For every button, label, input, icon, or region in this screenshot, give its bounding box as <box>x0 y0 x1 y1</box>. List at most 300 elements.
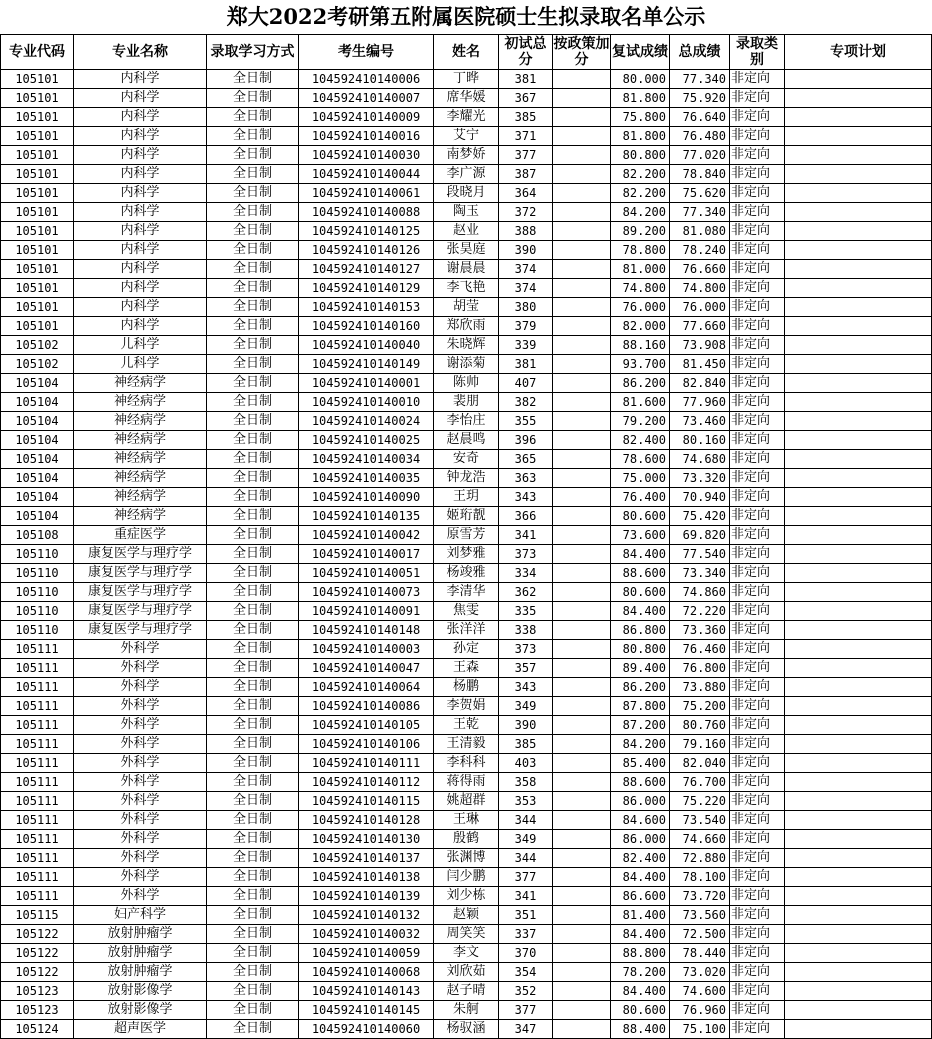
cell-major-code: 105108 <box>1 526 74 545</box>
cell-student-name: 王乾 <box>434 716 499 735</box>
cell-exam-id: 104592410140112 <box>299 773 434 792</box>
cell-special-plan <box>785 716 932 735</box>
cell-major-code: 105101 <box>1 279 74 298</box>
cell-major-code: 105111 <box>1 716 74 735</box>
cell-initial-score: 344 <box>499 849 553 868</box>
cell-initial-score: 349 <box>499 830 553 849</box>
cell-initial-score: 374 <box>499 279 553 298</box>
cell-policy-bonus <box>553 754 611 773</box>
cell-major-name: 外科学 <box>74 716 207 735</box>
cell-total-score: 73.720 <box>670 887 730 906</box>
cell-exam-id: 104592410140139 <box>299 887 434 906</box>
cell-study-mode: 全日制 <box>207 393 299 412</box>
cell-major-name: 外科学 <box>74 640 207 659</box>
cell-major-name: 外科学 <box>74 830 207 849</box>
cell-exam-id: 104592410140032 <box>299 925 434 944</box>
cell-retest-score: 78.800 <box>611 241 670 260</box>
cell-admission-type: 非定向 <box>730 507 785 526</box>
cell-major-code: 105123 <box>1 1001 74 1020</box>
table-row <box>1 735 932 754</box>
cell-retest-score: 89.400 <box>611 659 670 678</box>
cell-policy-bonus <box>553 906 611 925</box>
cell-admission-type: 非定向 <box>730 184 785 203</box>
cell-student-name: 谢晨晨 <box>434 260 499 279</box>
cell-study-mode: 全日制 <box>207 317 299 336</box>
cell-admission-type: 非定向 <box>730 298 785 317</box>
cell-initial-score: 407 <box>499 374 553 393</box>
cell-study-mode: 全日制 <box>207 241 299 260</box>
cell-retest-score: 85.400 <box>611 754 670 773</box>
cell-major-code: 105111 <box>1 849 74 868</box>
cell-initial-score: 377 <box>499 146 553 165</box>
cell-admission-type: 非定向 <box>730 906 785 925</box>
cell-policy-bonus <box>553 830 611 849</box>
cell-exam-id: 104592410140127 <box>299 260 434 279</box>
cell-major-name: 外科学 <box>74 811 207 830</box>
cell-admission-type: 非定向 <box>730 412 785 431</box>
cell-study-mode: 全日制 <box>207 925 299 944</box>
cell-policy-bonus <box>553 450 611 469</box>
table-row <box>1 773 932 792</box>
cell-student-name: 李耀光 <box>434 108 499 127</box>
cell-admission-type: 非定向 <box>730 697 785 716</box>
cell-retest-score: 86.000 <box>611 830 670 849</box>
cell-admission-type: 非定向 <box>730 89 785 108</box>
cell-exam-id: 104592410140035 <box>299 469 434 488</box>
cell-initial-score: 337 <box>499 925 553 944</box>
cell-major-name: 儿科学 <box>74 336 207 355</box>
cell-study-mode: 全日制 <box>207 792 299 811</box>
cell-admission-type: 非定向 <box>730 469 785 488</box>
table-row <box>1 146 932 165</box>
cell-major-name: 内科学 <box>74 241 207 260</box>
cell-policy-bonus <box>553 564 611 583</box>
cell-study-mode: 全日制 <box>207 868 299 887</box>
cell-major-code: 105111 <box>1 887 74 906</box>
cell-study-mode: 全日制 <box>207 906 299 925</box>
cell-initial-score: 373 <box>499 545 553 564</box>
cell-policy-bonus <box>553 336 611 355</box>
cell-study-mode: 全日制 <box>207 697 299 716</box>
cell-major-code: 105111 <box>1 830 74 849</box>
cell-retest-score: 82.000 <box>611 317 670 336</box>
cell-special-plan <box>785 830 932 849</box>
cell-initial-score: 358 <box>499 773 553 792</box>
cell-student-name: 张渊博 <box>434 849 499 868</box>
cell-retest-score: 86.200 <box>611 678 670 697</box>
cell-total-score: 75.420 <box>670 507 730 526</box>
cell-student-name: 艾宁 <box>434 127 499 146</box>
header-major-code: 专业代码 <box>1 35 74 70</box>
cell-special-plan <box>785 602 932 621</box>
cell-retest-score: 74.800 <box>611 279 670 298</box>
table-row <box>1 184 932 203</box>
cell-total-score: 72.500 <box>670 925 730 944</box>
cell-exam-id: 104592410140073 <box>299 583 434 602</box>
cell-policy-bonus <box>553 203 611 222</box>
cell-total-score: 81.080 <box>670 222 730 241</box>
table-row <box>1 887 932 906</box>
cell-major-name: 外科学 <box>74 754 207 773</box>
cell-initial-score: 396 <box>499 431 553 450</box>
cell-study-mode: 全日制 <box>207 127 299 146</box>
table-row <box>1 640 932 659</box>
cell-student-name: 周笑笑 <box>434 925 499 944</box>
cell-special-plan <box>785 754 932 773</box>
cell-initial-score: 365 <box>499 450 553 469</box>
cell-policy-bonus <box>553 640 611 659</box>
cell-student-name: 刘梦雅 <box>434 545 499 564</box>
cell-policy-bonus <box>553 602 611 621</box>
cell-major-code: 105104 <box>1 412 74 431</box>
cell-retest-score: 88.800 <box>611 944 670 963</box>
cell-retest-score: 80.600 <box>611 507 670 526</box>
cell-special-plan <box>785 1020 932 1039</box>
cell-student-name: 朱舸 <box>434 1001 499 1020</box>
cell-student-name: 段晓月 <box>434 184 499 203</box>
table-row <box>1 811 932 830</box>
cell-admission-type: 非定向 <box>730 203 785 222</box>
cell-admission-type: 非定向 <box>730 963 785 982</box>
cell-student-name: 席华媛 <box>434 89 499 108</box>
cell-total-score: 81.450 <box>670 355 730 374</box>
cell-study-mode: 全日制 <box>207 184 299 203</box>
cell-special-plan <box>785 735 932 754</box>
cell-special-plan <box>785 773 932 792</box>
cell-admission-type: 非定向 <box>730 944 785 963</box>
cell-initial-score: 354 <box>499 963 553 982</box>
cell-study-mode: 全日制 <box>207 89 299 108</box>
cell-student-name: 赵业 <box>434 222 499 241</box>
cell-total-score: 76.000 <box>670 298 730 317</box>
table-row <box>1 241 932 260</box>
table-row <box>1 602 932 621</box>
cell-total-score: 77.340 <box>670 203 730 222</box>
cell-policy-bonus <box>553 526 611 545</box>
cell-initial-score: 390 <box>499 716 553 735</box>
cell-total-score: 82.040 <box>670 754 730 773</box>
cell-special-plan <box>785 393 932 412</box>
cell-initial-score: 380 <box>499 298 553 317</box>
table-row <box>1 868 932 887</box>
table-row <box>1 203 932 222</box>
header-admission-type: 录取类别 <box>730 35 785 70</box>
cell-admission-type: 非定向 <box>730 545 785 564</box>
cell-major-code: 105124 <box>1 1020 74 1039</box>
cell-policy-bonus <box>553 431 611 450</box>
cell-retest-score: 81.800 <box>611 89 670 108</box>
table-row <box>1 621 932 640</box>
cell-major-code: 105101 <box>1 222 74 241</box>
table-row <box>1 127 932 146</box>
cell-exam-id: 104592410140003 <box>299 640 434 659</box>
cell-admission-type: 非定向 <box>730 887 785 906</box>
cell-study-mode: 全日制 <box>207 621 299 640</box>
cell-total-score: 78.100 <box>670 868 730 887</box>
cell-exam-id: 104592410140138 <box>299 868 434 887</box>
cell-major-name: 神经病学 <box>74 450 207 469</box>
cell-special-plan <box>785 640 932 659</box>
cell-initial-score: 357 <box>499 659 553 678</box>
cell-major-name: 内科学 <box>74 108 207 127</box>
cell-initial-score: 352 <box>499 982 553 1001</box>
cell-policy-bonus <box>553 279 611 298</box>
cell-policy-bonus <box>553 773 611 792</box>
cell-student-name: 赵颖 <box>434 906 499 925</box>
cell-exam-id: 104592410140125 <box>299 222 434 241</box>
cell-total-score: 77.960 <box>670 393 730 412</box>
cell-exam-id: 104592410140143 <box>299 982 434 1001</box>
cell-special-plan <box>785 659 932 678</box>
cell-initial-score: 351 <box>499 906 553 925</box>
cell-policy-bonus <box>553 488 611 507</box>
cell-total-score: 78.240 <box>670 241 730 260</box>
cell-exam-id: 104592410140130 <box>299 830 434 849</box>
cell-student-name: 陶玉 <box>434 203 499 222</box>
cell-student-name: 杨鹏 <box>434 678 499 697</box>
cell-policy-bonus <box>553 1020 611 1039</box>
cell-admission-type: 非定向 <box>730 279 785 298</box>
cell-major-name: 外科学 <box>74 773 207 792</box>
cell-major-code: 105101 <box>1 298 74 317</box>
cell-initial-score: 364 <box>499 184 553 203</box>
cell-retest-score: 87.200 <box>611 716 670 735</box>
table-row <box>1 298 932 317</box>
table-row <box>1 678 932 697</box>
cell-major-name: 内科学 <box>74 203 207 222</box>
cell-special-plan <box>785 89 932 108</box>
cell-initial-score: 366 <box>499 507 553 526</box>
cell-major-code: 105115 <box>1 906 74 925</box>
table-row <box>1 165 932 184</box>
cell-special-plan <box>785 374 932 393</box>
cell-special-plan <box>785 1001 932 1020</box>
cell-special-plan <box>785 583 932 602</box>
header-row <box>1 35 932 70</box>
cell-major-code: 105111 <box>1 678 74 697</box>
cell-policy-bonus <box>553 678 611 697</box>
table-row <box>1 89 932 108</box>
cell-admission-type: 非定向 <box>730 165 785 184</box>
cell-retest-score: 84.400 <box>611 982 670 1001</box>
cell-major-code: 105101 <box>1 89 74 108</box>
cell-major-code: 105101 <box>1 165 74 184</box>
cell-special-plan <box>785 70 932 89</box>
cell-policy-bonus <box>553 317 611 336</box>
cell-admission-type: 非定向 <box>730 241 785 260</box>
cell-special-plan <box>785 507 932 526</box>
cell-initial-score: 373 <box>499 640 553 659</box>
admission-table <box>0 34 932 1039</box>
cell-major-name: 外科学 <box>74 697 207 716</box>
cell-policy-bonus <box>553 89 611 108</box>
cell-exam-id: 104592410140060 <box>299 1020 434 1039</box>
table-row <box>1 108 932 127</box>
cell-policy-bonus <box>553 298 611 317</box>
cell-retest-score: 80.000 <box>611 70 670 89</box>
cell-special-plan <box>785 127 932 146</box>
cell-retest-score: 78.600 <box>611 450 670 469</box>
cell-total-score: 76.800 <box>670 659 730 678</box>
cell-policy-bonus <box>553 621 611 640</box>
cell-retest-score: 76.400 <box>611 488 670 507</box>
cell-study-mode: 全日制 <box>207 431 299 450</box>
cell-study-mode: 全日制 <box>207 507 299 526</box>
cell-student-name: 殷鹤 <box>434 830 499 849</box>
cell-admission-type: 非定向 <box>730 70 785 89</box>
cell-student-name: 郑欣雨 <box>434 317 499 336</box>
cell-exam-id: 104592410140115 <box>299 792 434 811</box>
cell-major-code: 105111 <box>1 811 74 830</box>
cell-total-score: 79.160 <box>670 735 730 754</box>
cell-retest-score: 80.600 <box>611 583 670 602</box>
cell-major-name: 妇产科学 <box>74 906 207 925</box>
cell-special-plan <box>785 431 932 450</box>
cell-total-score: 75.220 <box>670 792 730 811</box>
cell-initial-score: 338 <box>499 621 553 640</box>
cell-retest-score: 87.800 <box>611 697 670 716</box>
table-row <box>1 697 932 716</box>
cell-policy-bonus <box>553 849 611 868</box>
cell-total-score: 76.660 <box>670 260 730 279</box>
cell-major-code: 105111 <box>1 659 74 678</box>
table-row <box>1 659 932 678</box>
cell-major-name: 放射影像学 <box>74 982 207 1001</box>
cell-student-name: 姚超群 <box>434 792 499 811</box>
cell-major-code: 105111 <box>1 735 74 754</box>
cell-exam-id: 104592410140042 <box>299 526 434 545</box>
cell-major-name: 外科学 <box>74 659 207 678</box>
cell-study-mode: 全日制 <box>207 336 299 355</box>
cell-major-name: 重症医学 <box>74 526 207 545</box>
header-special-plan: 专项计划 <box>785 35 932 70</box>
cell-retest-score: 81.600 <box>611 393 670 412</box>
cell-retest-score: 79.200 <box>611 412 670 431</box>
cell-special-plan <box>785 317 932 336</box>
cell-major-name: 内科学 <box>74 184 207 203</box>
cell-exam-id: 104592410140105 <box>299 716 434 735</box>
cell-exam-id: 104592410140153 <box>299 298 434 317</box>
cell-policy-bonus <box>553 792 611 811</box>
cell-study-mode: 全日制 <box>207 982 299 1001</box>
cell-admission-type: 非定向 <box>730 640 785 659</box>
cell-initial-score: 388 <box>499 222 553 241</box>
cell-student-name: 王森 <box>434 659 499 678</box>
cell-major-name: 神经病学 <box>74 412 207 431</box>
cell-initial-score: 374 <box>499 260 553 279</box>
cell-policy-bonus <box>553 811 611 830</box>
cell-study-mode: 全日制 <box>207 944 299 963</box>
cell-exam-id: 104592410140009 <box>299 108 434 127</box>
table-row <box>1 564 932 583</box>
cell-major-code: 105104 <box>1 469 74 488</box>
cell-exam-id: 104592410140129 <box>299 279 434 298</box>
cell-admission-type: 非定向 <box>730 659 785 678</box>
cell-initial-score: 379 <box>499 317 553 336</box>
cell-major-name: 神经病学 <box>74 374 207 393</box>
cell-total-score: 78.440 <box>670 944 730 963</box>
cell-total-score: 73.460 <box>670 412 730 431</box>
cell-major-code: 105104 <box>1 450 74 469</box>
table-row <box>1 982 932 1001</box>
cell-initial-score: 377 <box>499 1001 553 1020</box>
cell-initial-score: 343 <box>499 488 553 507</box>
table-row <box>1 849 932 868</box>
table-row <box>1 906 932 925</box>
cell-study-mode: 全日制 <box>207 526 299 545</box>
cell-exam-id: 104592410140149 <box>299 355 434 374</box>
cell-policy-bonus <box>553 583 611 602</box>
table-row <box>1 70 932 89</box>
cell-major-name: 放射肿瘤学 <box>74 963 207 982</box>
cell-total-score: 77.340 <box>670 70 730 89</box>
cell-student-name: 李广源 <box>434 165 499 184</box>
cell-student-name: 刘少栋 <box>434 887 499 906</box>
cell-admission-type: 非定向 <box>730 602 785 621</box>
cell-admission-type: 非定向 <box>730 393 785 412</box>
cell-policy-bonus <box>553 412 611 431</box>
cell-total-score: 80.760 <box>670 716 730 735</box>
cell-major-code: 105111 <box>1 773 74 792</box>
cell-special-plan <box>785 184 932 203</box>
cell-total-score: 74.680 <box>670 450 730 469</box>
cell-study-mode: 全日制 <box>207 108 299 127</box>
cell-admission-type: 非定向 <box>730 355 785 374</box>
table-body <box>1 70 932 1039</box>
cell-student-name: 张洋洋 <box>434 621 499 640</box>
cell-exam-id: 104592410140106 <box>299 735 434 754</box>
table-row <box>1 1001 932 1020</box>
cell-major-name: 内科学 <box>74 165 207 184</box>
cell-study-mode: 全日制 <box>207 602 299 621</box>
cell-initial-score: 344 <box>499 811 553 830</box>
header-exam-id: 考生编号 <box>299 35 434 70</box>
cell-total-score: 77.660 <box>670 317 730 336</box>
cell-major-name: 内科学 <box>74 298 207 317</box>
cell-admission-type: 非定向 <box>730 716 785 735</box>
cell-major-code: 105110 <box>1 564 74 583</box>
cell-retest-score: 84.200 <box>611 203 670 222</box>
cell-student-name: 赵晨鸣 <box>434 431 499 450</box>
cell-major-code: 105101 <box>1 184 74 203</box>
cell-admission-type: 非定向 <box>730 336 785 355</box>
cell-student-name: 朱晓辉 <box>434 336 499 355</box>
cell-exam-id: 104592410140064 <box>299 678 434 697</box>
cell-total-score: 73.020 <box>670 963 730 982</box>
cell-major-code: 105123 <box>1 982 74 1001</box>
cell-admission-type: 非定向 <box>730 374 785 393</box>
cell-policy-bonus <box>553 108 611 127</box>
table-row <box>1 355 932 374</box>
cell-initial-score: 339 <box>499 336 553 355</box>
cell-total-score: 77.540 <box>670 545 730 564</box>
cell-initial-score: 341 <box>499 887 553 906</box>
cell-special-plan <box>785 165 932 184</box>
cell-study-mode: 全日制 <box>207 488 299 507</box>
cell-student-name: 杨驭涵 <box>434 1020 499 1039</box>
cell-total-score: 78.840 <box>670 165 730 184</box>
cell-exam-id: 104592410140010 <box>299 393 434 412</box>
cell-study-mode: 全日制 <box>207 773 299 792</box>
cell-total-score: 76.960 <box>670 1001 730 1020</box>
cell-exam-id: 104592410140007 <box>299 89 434 108</box>
table-row <box>1 545 932 564</box>
cell-study-mode: 全日制 <box>207 260 299 279</box>
cell-special-plan <box>785 108 932 127</box>
cell-policy-bonus <box>553 659 611 678</box>
table-row <box>1 279 932 298</box>
cell-initial-score: 355 <box>499 412 553 431</box>
